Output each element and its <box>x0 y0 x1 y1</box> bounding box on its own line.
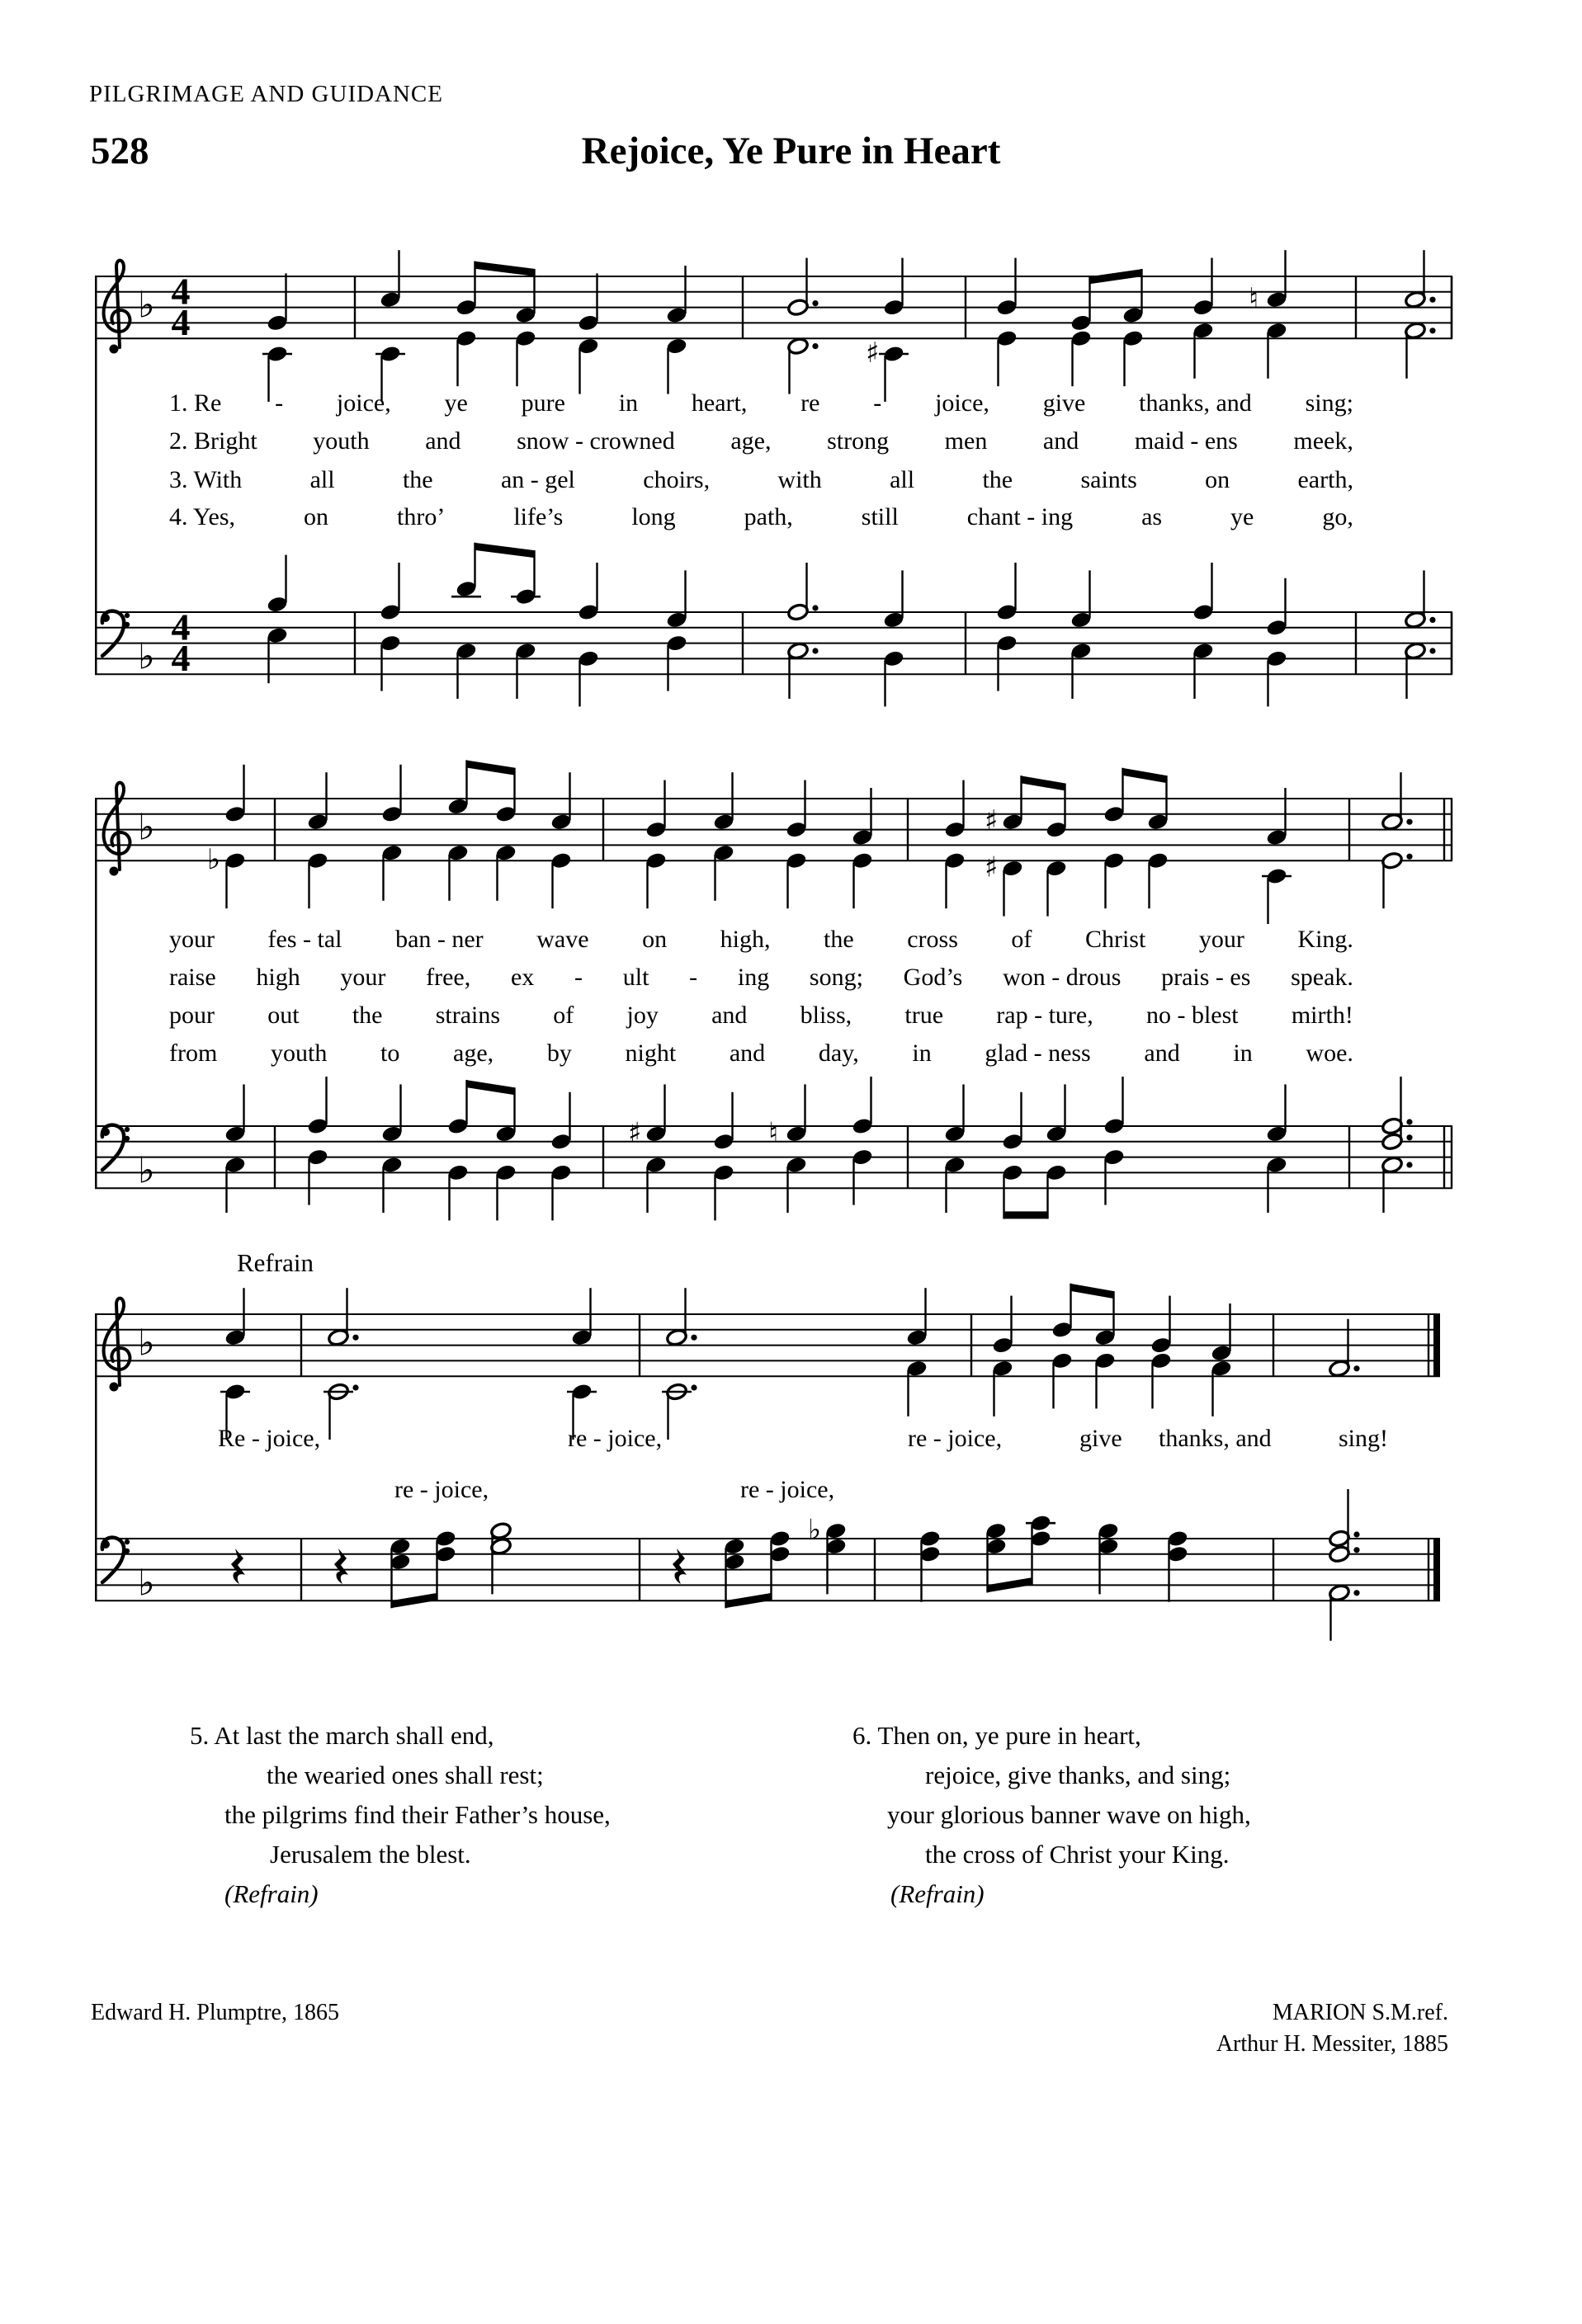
verse6-line: 6. Then on, ye pure in heart, <box>852 1721 1141 1750</box>
lyric-token: of <box>1011 926 1032 953</box>
lyric-token: speak. <box>1291 964 1353 991</box>
lyric-token: - <box>689 964 698 991</box>
lyric-token: joice, <box>935 389 989 417</box>
lyric-token: all <box>890 466 915 493</box>
lyric-token: 4. Yes, <box>169 503 236 530</box>
lyric-token: meek, <box>1293 427 1353 455</box>
svg-text:♭: ♭ <box>138 806 155 849</box>
lyric-token: strains <box>435 1002 501 1029</box>
lyric-token: day, <box>818 1039 859 1067</box>
lyric-token: your <box>1198 926 1244 953</box>
lyric-token: men <box>944 427 988 455</box>
lyric-token: cross <box>907 926 958 953</box>
lyric-token: joice, <box>336 389 391 417</box>
lyric-token: the <box>982 466 1013 493</box>
section-header: PILGRIMAGE AND GUIDANCE <box>89 81 443 107</box>
lyric-token: and <box>425 427 461 455</box>
music-system-3 <box>95 1262 1481 1675</box>
lyric-token: 2. Bright <box>169 427 257 455</box>
lyric-token: strong <box>827 427 890 455</box>
refrain-lyric-token: give <box>1079 1425 1122 1452</box>
verse6-line: rejoice, give thanks, and sing; <box>925 1761 1231 1789</box>
verse5-line: 5. At last the march shall end, <box>190 1721 494 1750</box>
lyric-token: all <box>309 466 335 493</box>
svg-text:4: 4 <box>171 270 191 313</box>
lyric-token: mirth! <box>1291 1002 1353 1029</box>
lyric-token: life’s <box>513 503 564 530</box>
lyric-token: youth <box>313 427 370 455</box>
refrain-echo-token: re - joice, <box>740 1476 835 1503</box>
lyric-token: woe. <box>1306 1039 1353 1067</box>
lyric-token: age, <box>730 427 772 455</box>
verse5-line: the wearied ones shall rest; <box>267 1761 544 1789</box>
lyric-token: the <box>402 466 433 493</box>
lyric-token: choirs, <box>643 466 711 493</box>
composer-credit: Arthur H. Messiter, 1885 <box>1216 2031 1448 2057</box>
lyric-token: pure <box>521 389 565 417</box>
svg-text:♮: ♮ <box>768 1116 779 1150</box>
svg-text:♭: ♭ <box>138 1149 155 1192</box>
lyric-token: on <box>642 926 668 953</box>
lyric-token: Christ <box>1084 926 1146 953</box>
tune-name-credit: MARION S.M.ref. <box>1272 2000 1448 2025</box>
refrain-lyric-token: re - joice, <box>568 1425 663 1452</box>
lyric-token: as <box>1141 503 1163 530</box>
svg-text:♭: ♭ <box>138 1322 155 1365</box>
lyric-token: and <box>1042 427 1079 455</box>
lyric-token: prais - es <box>1161 964 1251 991</box>
lyric-token: the <box>824 926 854 953</box>
svg-text:♭: ♭ <box>138 284 155 327</box>
lyric-token: free, <box>426 964 471 991</box>
refrain-label: Refrain <box>237 1248 314 1277</box>
lyric-token: true <box>904 1002 944 1029</box>
refrain-lyric-token: Re - joice, <box>218 1425 321 1452</box>
music-system-1 <box>95 223 1481 734</box>
lyric-token: and <box>711 1002 748 1029</box>
lyric-token: to <box>380 1039 400 1067</box>
lyric-token: on <box>1205 466 1230 493</box>
lyric-token: and <box>1144 1039 1180 1067</box>
lyric-token: ban - ner <box>395 926 484 953</box>
lyric-token: no - blest <box>1145 1002 1239 1029</box>
lyric-token: King. <box>1297 926 1353 953</box>
lyric-token: with <box>777 466 822 493</box>
lyric-token: 3. With <box>169 466 243 493</box>
lyric-token: ye <box>1230 503 1254 530</box>
lyric-token: in <box>912 1039 932 1067</box>
lyric-token: path, <box>744 503 793 530</box>
lyric-token: from <box>169 1039 218 1067</box>
svg-text:♯: ♯ <box>628 1116 642 1150</box>
verse6-line: (Refrain) <box>890 1879 985 1908</box>
svg-text:♭: ♭ <box>138 1562 155 1605</box>
hymn-title: Rejoice, Ye Pure in Heart <box>581 130 1001 172</box>
lyric-token: ye <box>444 389 468 417</box>
verse5-line: Jerusalem the blest. <box>270 1840 471 1869</box>
lyric-token: re <box>800 389 820 417</box>
lyric-token: won - drous <box>1003 964 1122 991</box>
lyric-token: pour <box>169 1002 215 1029</box>
lyric-token: an - gel <box>500 466 575 493</box>
svg-text:♭: ♭ <box>138 635 155 678</box>
lyric-token: ing <box>737 964 770 991</box>
lyric-token: sing; <box>1305 389 1353 417</box>
lyric-token: song; <box>809 964 863 991</box>
lyric-token: of <box>553 1002 574 1029</box>
svg-text:♯: ♯ <box>985 804 999 838</box>
verse6-line: your glorious banner wave on high, <box>887 1800 1251 1829</box>
svg-text:♭: ♭ <box>207 843 221 877</box>
lyric-token: - <box>574 964 583 991</box>
lyric-token: out <box>267 1002 300 1029</box>
svg-text:♯: ♯ <box>985 851 999 884</box>
lyric-token: ex <box>510 964 535 991</box>
lyric-token: by <box>546 1039 572 1067</box>
lyric-token: heart, <box>691 389 748 417</box>
lyric-token: thanks, and <box>1139 389 1252 417</box>
lyric-token: age, <box>453 1039 494 1067</box>
lyric-token: the <box>352 1002 383 1029</box>
lyric-token: joy <box>626 1002 659 1029</box>
lyric-token: fes - tal <box>267 926 342 953</box>
lyric-token: maid - ens <box>1134 427 1238 455</box>
refrain-echo-token: re - joice, <box>394 1476 489 1503</box>
refrain-lyric-token: thanks, and <box>1159 1425 1272 1452</box>
lyric-token: glad - ness <box>985 1039 1091 1067</box>
svg-text:4: 4 <box>171 606 191 648</box>
lyric-token: rap - ture, <box>996 1002 1093 1029</box>
refrain-lyric-token: sing! <box>1339 1425 1388 1452</box>
svg-text:4: 4 <box>171 301 191 344</box>
music-system-2 <box>95 742 1481 1270</box>
svg-text:♮: ♮ <box>1249 282 1259 316</box>
lyric-token: bliss, <box>800 1002 852 1029</box>
refrain-lyric-token: re - joice, <box>908 1425 1003 1452</box>
lyric-token: long <box>631 503 676 530</box>
lyric-token: saints <box>1080 466 1137 493</box>
verse6-line: the cross of Christ your King. <box>925 1840 1230 1869</box>
lyric-token: raise <box>169 964 216 991</box>
lyric-token: still <box>861 503 899 530</box>
lyric-token: your <box>340 964 386 991</box>
lyric-token: your <box>169 926 215 953</box>
lyric-token: - <box>873 389 882 417</box>
lyric-token: youth <box>271 1039 328 1067</box>
svg-text:♭: ♭ <box>808 1513 822 1547</box>
lyric-token: chant - ing <box>966 503 1074 530</box>
lyric-token: in <box>618 389 639 417</box>
author-credit: Edward H. Plumptre, 1865 <box>91 2000 339 2025</box>
lyric-token: in <box>1233 1039 1253 1067</box>
lyric-token: give <box>1042 389 1086 417</box>
lyric-token: earth, <box>1297 466 1353 493</box>
verse5-line: (Refrain) <box>224 1879 319 1908</box>
svg-text:♯: ♯ <box>866 337 880 370</box>
lyric-token: snow - crowned <box>517 427 675 455</box>
lyric-token: high, <box>720 926 771 953</box>
lyric-token: thro’ <box>397 503 446 530</box>
lyric-token: on <box>304 503 329 530</box>
lyric-token: - <box>275 389 284 417</box>
hymn-number: 528 <box>91 130 149 172</box>
lyric-token: and <box>729 1039 766 1067</box>
lyric-token: wave <box>536 926 589 953</box>
lyric-token: go, <box>1322 503 1353 530</box>
lyric-token: ult <box>622 964 649 991</box>
lyric-token: 1. Re <box>169 389 222 417</box>
lyric-token: night <box>625 1039 677 1067</box>
svg-text:4: 4 <box>171 637 191 680</box>
lyric-token: high <box>256 964 300 991</box>
verse5-line: the pilgrims find their Father’s house, <box>224 1800 611 1829</box>
lyric-token: God’s <box>903 964 963 991</box>
